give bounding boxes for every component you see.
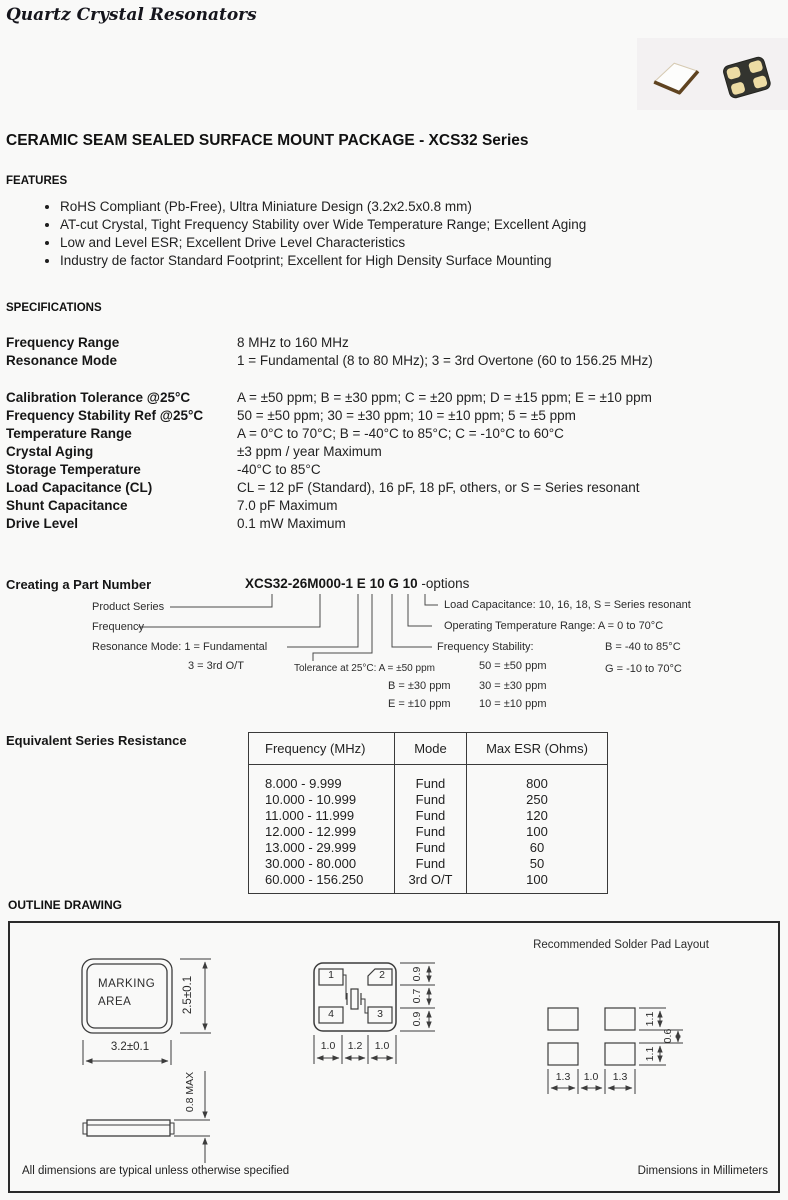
solder-dim-bottom-1: 1.3: [555, 1071, 571, 1083]
pn-label-tolerance-b: B = ±30 ppm: [388, 680, 451, 692]
pin-dim-bottom-2: 1.2: [347, 1040, 363, 1052]
pn-label-load-capacitance: Load Capacitance: 10, 16, 18, S = Series resonant: [444, 599, 691, 611]
pn-label-tolerance: Tolerance at 25°C: A = ±50 ppm: [294, 663, 435, 674]
solder-dim-bottom-2: 1.0: [583, 1071, 599, 1083]
pin-dim-right-2: 0.7: [411, 988, 423, 1004]
spec-row: Temperature Range A = 0°C to 70°C; B = -40°C to 85°C; C = -10°C to 60°C: [6, 426, 564, 441]
pad-number-4: 4: [328, 1008, 334, 1020]
pn-label-temp-b: B = -40 to 85°C: [605, 641, 681, 653]
pin-dim-bottom-1: 1.0: [320, 1040, 336, 1052]
dim-height: 2.5±0.1: [182, 975, 194, 1015]
pin-dim-right-3: 0.9: [411, 1011, 423, 1027]
part-number-title: Creating a Part Number: [6, 577, 152, 592]
pn-label-tolerance-e: E = ±10 ppm: [388, 698, 451, 710]
table-row: 12.000 - 12.999 Fund 100: [249, 823, 608, 839]
table-row: 30.000 - 80.000 Fund 50: [249, 855, 608, 871]
footer-note: All dimensions are typical unless otherwise specified: [22, 1165, 290, 1177]
series-heading: CERAMIC SEAM SEALED SURFACE MOUNT PACKAGE - XCS32 Series: [6, 132, 529, 149]
pn-label-product-series: Product Series: [92, 601, 165, 613]
pn-label-stability-30: 30 = ±30 ppm: [479, 680, 547, 692]
esr-title: Equivalent Series Resistance: [6, 733, 187, 748]
table-row: 8.000 - 9.999 Fund 800: [249, 765, 608, 792]
part-number-diagram: [0, 570, 788, 720]
spec-row: Resonance Mode 1 = Fundamental (8 to 80 MHz); 3 = 3rd Overtone (60 to 156.25 MHz): [6, 353, 653, 368]
esr-header-row: [249, 733, 608, 765]
features-title: FEATURES: [6, 175, 68, 187]
pn-label-stability: Frequency Stability:: [437, 641, 534, 653]
part-number-example: XCS32-26M000-1 E 10 G 10 -options: [245, 576, 470, 591]
pn-label-resonance-mode: Resonance Mode: 1 = Fundamental: [92, 641, 268, 653]
pad-number-2: 2: [379, 969, 385, 981]
solder-dim-right-2: 0.6: [662, 1028, 674, 1044]
feature-item: • RoHS Compliant (Pb-Free), Ultra Miniature Design (3.2x2.5x0.8 mm): [60, 198, 780, 216]
solder-pad-layout-title: Recommended Solder Pad Layout: [533, 939, 709, 951]
outline-drawing-title: OUTLINE DRAWING: [8, 898, 122, 912]
table-row: 60.000 - 156.250 3rd O/T 100: [249, 871, 608, 894]
product-photo: [637, 38, 788, 110]
footer-units: Dimensions in Millimeters: [637, 1165, 768, 1177]
spec-row: Frequency Stability Ref @25°C 50 = ±50 ppm; 30 = ±30 ppm; 10 = ±10 ppm; 5 = ±5 ppm: [6, 408, 576, 423]
table-row: 13.000 - 29.999 Fund 60: [249, 839, 608, 855]
pin-dim-right-1: 0.9: [411, 966, 423, 982]
feature-item: • Industry de factor Standard Footprint; Excellent for High Density Surface Mounting: [60, 252, 780, 270]
pad-number-3: 3: [377, 1008, 383, 1020]
solder-dim-right-1: 1.1: [644, 1011, 656, 1027]
esr-header-maxesr: Max ESR (Ohms): [467, 733, 608, 765]
spec-row: Calibration Tolerance @25°C A = ±50 ppm; B = ±30 ppm; C = ±20 ppm; D = ±15 ppm; E = ±10 ppm: [6, 390, 652, 405]
pn-label-stability-10: 10 = ±10 ppm: [479, 698, 547, 710]
pn-label-temp-range: Operating Temperature Range: A = 0 to 70°C: [444, 620, 664, 632]
spec-row: Drive Level 0.1 mW Maximum: [6, 516, 346, 531]
spec-row: Storage Temperature -40°C to 85°C: [6, 462, 321, 477]
spec-row: Crystal Aging ±3 ppm / year Maximum: [6, 444, 382, 459]
pn-label-temp-g: G = -10 to 70°C: [605, 663, 682, 675]
pn-label-resonance-mode-2: 3 = 3rd O/T: [188, 660, 244, 672]
pn-label-stability-50: 50 = ±50 ppm: [479, 660, 547, 672]
pin-dim-bottom-3: 1.0: [374, 1040, 390, 1052]
table-row: 10.000 - 10.999 Fund 250: [249, 791, 608, 807]
spec-row: Frequency Range 8 MHz to 160 MHz: [6, 335, 349, 350]
pn-label-frequency: Frequency: [92, 621, 144, 633]
specifications-title: SPECIFICATIONS: [6, 302, 102, 314]
esr-header-frequency: Frequency (MHz): [249, 733, 395, 765]
page-title: Quartz Crystal Resonators: [6, 5, 257, 25]
dim-thickness: 0.8 MAX: [184, 1071, 196, 1113]
specifications-list: [6, 334, 781, 533]
feature-item: • AT-cut Crystal, Tight Frequency Stability over Wide Temperature Range; Excellent Aging: [60, 216, 780, 234]
marking-area-label: MARKING AREA: [98, 978, 156, 1008]
spec-row: Shunt Capacitance 7.0 pF Maximum: [6, 498, 338, 513]
esr-header-mode: Mode: [394, 733, 466, 765]
features-list: [40, 198, 780, 270]
pad-number-1: 1: [328, 969, 334, 981]
feature-item: • Low and Level ESR; Excellent Drive Level Characteristics: [60, 234, 780, 252]
solder-dim-right-3: 1.1: [644, 1046, 656, 1062]
dim-width: 3.2±0.1: [110, 1041, 150, 1053]
outline-drawing: [8, 921, 780, 1193]
solder-dim-bottom-3: 1.3: [612, 1071, 628, 1083]
spec-row: Load Capacitance (CL) CL = 12 pF (Standard), 16 pF, 18 pF, others, or S = Series resonant: [6, 480, 640, 495]
esr-table: [248, 732, 608, 894]
crystal-photo-graphic: [637, 38, 788, 110]
table-row: 11.000 - 11.999 Fund 120: [249, 807, 608, 823]
